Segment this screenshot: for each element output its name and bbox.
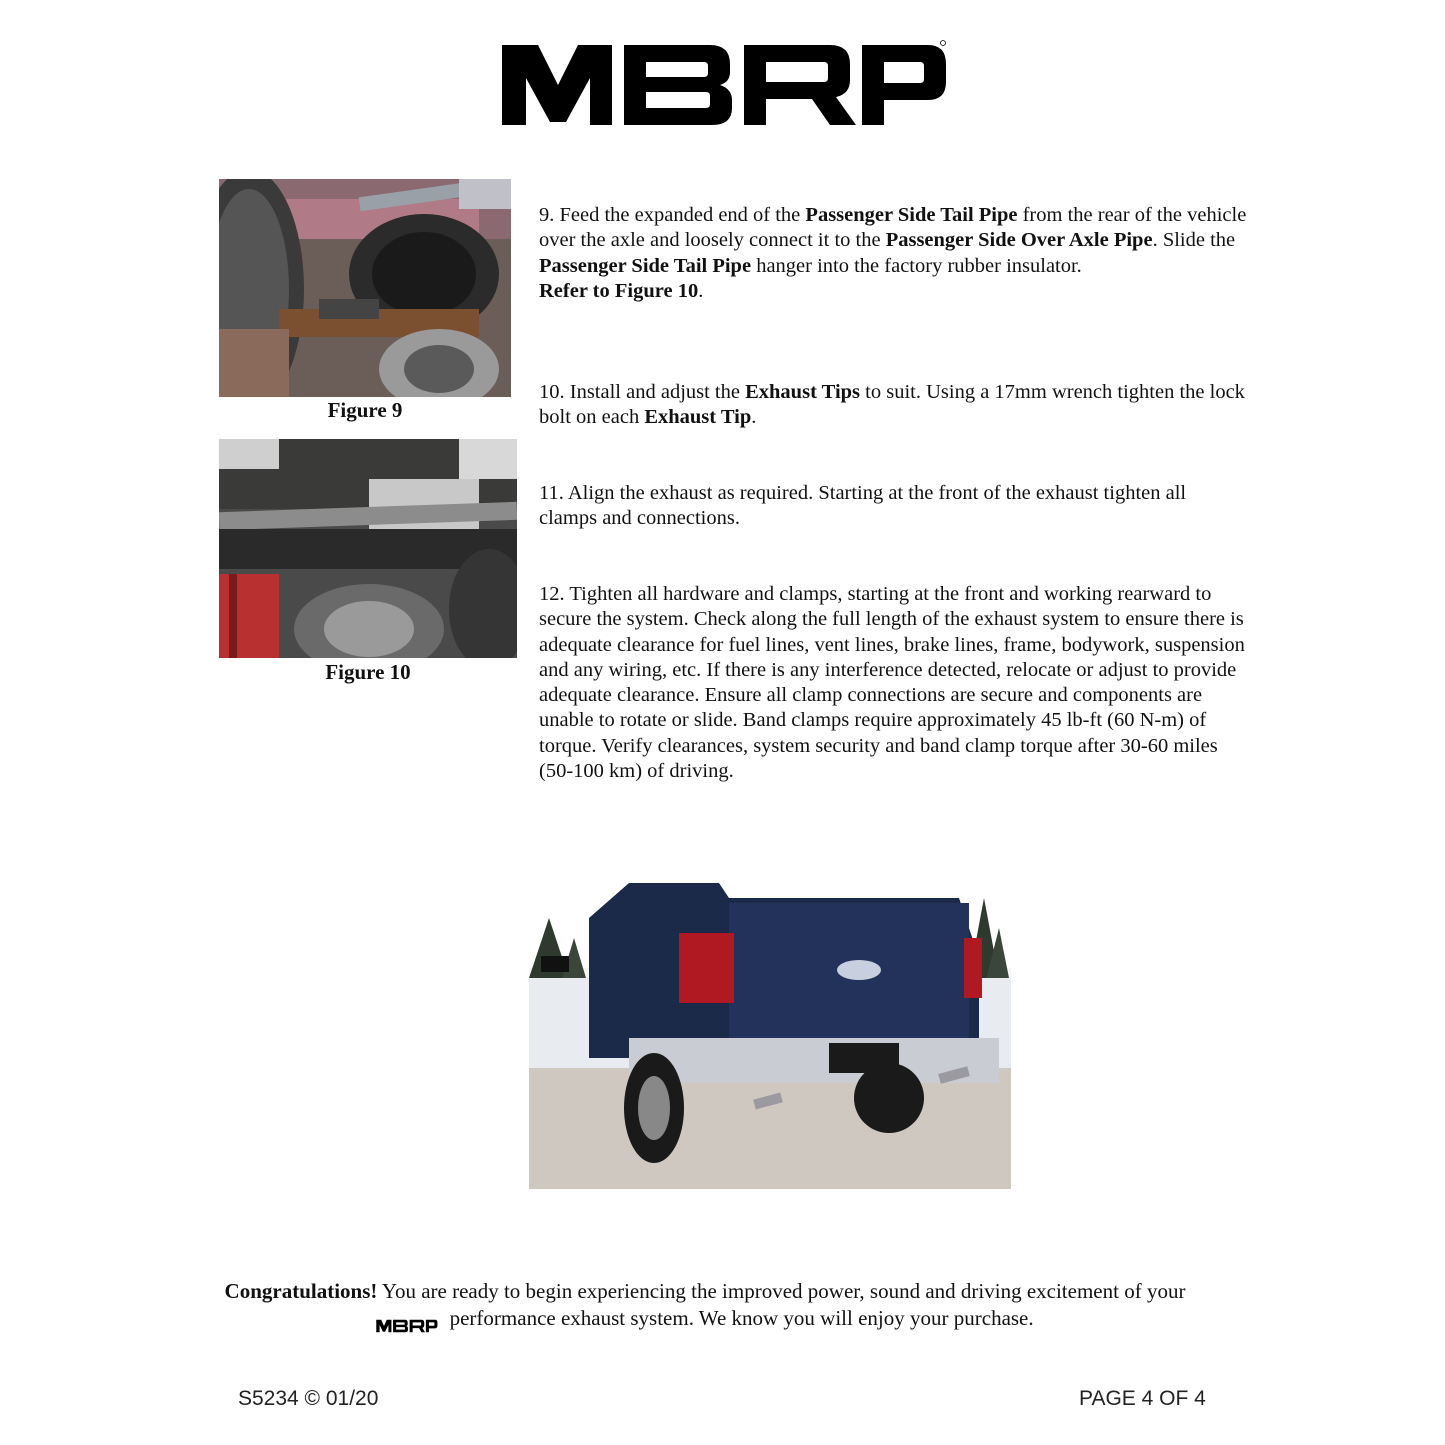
step-10-bold-1: Exhaust Tips bbox=[745, 381, 861, 403]
step-9-bold-2: Passenger Side Over Axle Pipe bbox=[885, 229, 1153, 252]
truck-photo bbox=[529, 858, 1011, 1189]
step-10-text-2: to suit. Using a 17mm wrench tighten the lock bolt on each bbox=[539, 381, 1245, 429]
step-9 bbox=[539, 203, 1249, 304]
congrats-line-1: You are ready to begin experiencing the improved power, sound and driving excitement of your bbox=[377, 1279, 1186, 1303]
step-10-bold-2: Exhaust Tip bbox=[644, 406, 752, 429]
figure-9-caption: Figure 9 bbox=[327, 398, 403, 422]
mbrp-mini-logo bbox=[376, 1313, 438, 1327]
figure-10-image bbox=[219, 439, 517, 658]
step-9-text-2: from the rear of the vehicle over the axle and loosely connect it to the bbox=[539, 204, 1247, 252]
congrats-bold: Congratulations! bbox=[224, 1279, 378, 1303]
step-9-bold-3: Passenger Side Tail Pipe bbox=[539, 254, 752, 277]
document-code: S5234 © 01/20 bbox=[238, 1387, 379, 1410]
mbrp-logo bbox=[500, 40, 950, 130]
step-11 bbox=[539, 481, 1249, 532]
step-12 bbox=[539, 582, 1249, 784]
figure-9-image bbox=[219, 179, 511, 397]
step-9-text-3: . Slide the bbox=[1152, 229, 1236, 252]
step-9-text-5: . bbox=[698, 279, 704, 302]
step-10 bbox=[539, 380, 1249, 431]
figure-10-caption: Figure 10 bbox=[325, 660, 411, 684]
step-9-text-1: 9. Feed the expanded end of the bbox=[539, 204, 806, 226]
step-12-text: 12. Tighten all hardware and clamps, starting at the front and working rearward to secure the system. Check along the full length of the exhaust system to ensure there is adequate clearance for fuel lines, vent lines, brake lines, frame, bodywork, suspension and any wiring, etc. If there is any interference detected, relocate or adjust to provide adequate clearance. Ensure all clamp connections are secure and components are unable to rotate or slide. Band clamps require approximately 45 lb-ft (60 N-m) of torque. Verify clearances, system security and band clamp torque after 30-60 miles (50-100 km) of driving. bbox=[539, 583, 1245, 783]
mbrp-logo-mark bbox=[500, 40, 950, 130]
step-9-bold-1: Passenger Side Tail Pipe bbox=[805, 204, 1018, 226]
step-10-text-1: 10. Install and adjust the bbox=[539, 381, 746, 403]
step-9-refer: Refer to Figure 10 bbox=[539, 279, 699, 302]
congrats-line-2: performance exhaust system. We know you will enjoy your purchase. bbox=[444, 1306, 1034, 1330]
step-11-text: 11. Align the exhaust as required. Starting at the front of the exhaust tighten all clamps and connections. bbox=[539, 482, 1187, 530]
congratulations-message bbox=[150, 1278, 1260, 1332]
page-number: PAGE 4 OF 4 bbox=[1079, 1387, 1206, 1410]
step-9-text-4: hanger into the factory rubber insulator. bbox=[751, 254, 1082, 277]
step-10-text-3: . bbox=[751, 406, 757, 429]
